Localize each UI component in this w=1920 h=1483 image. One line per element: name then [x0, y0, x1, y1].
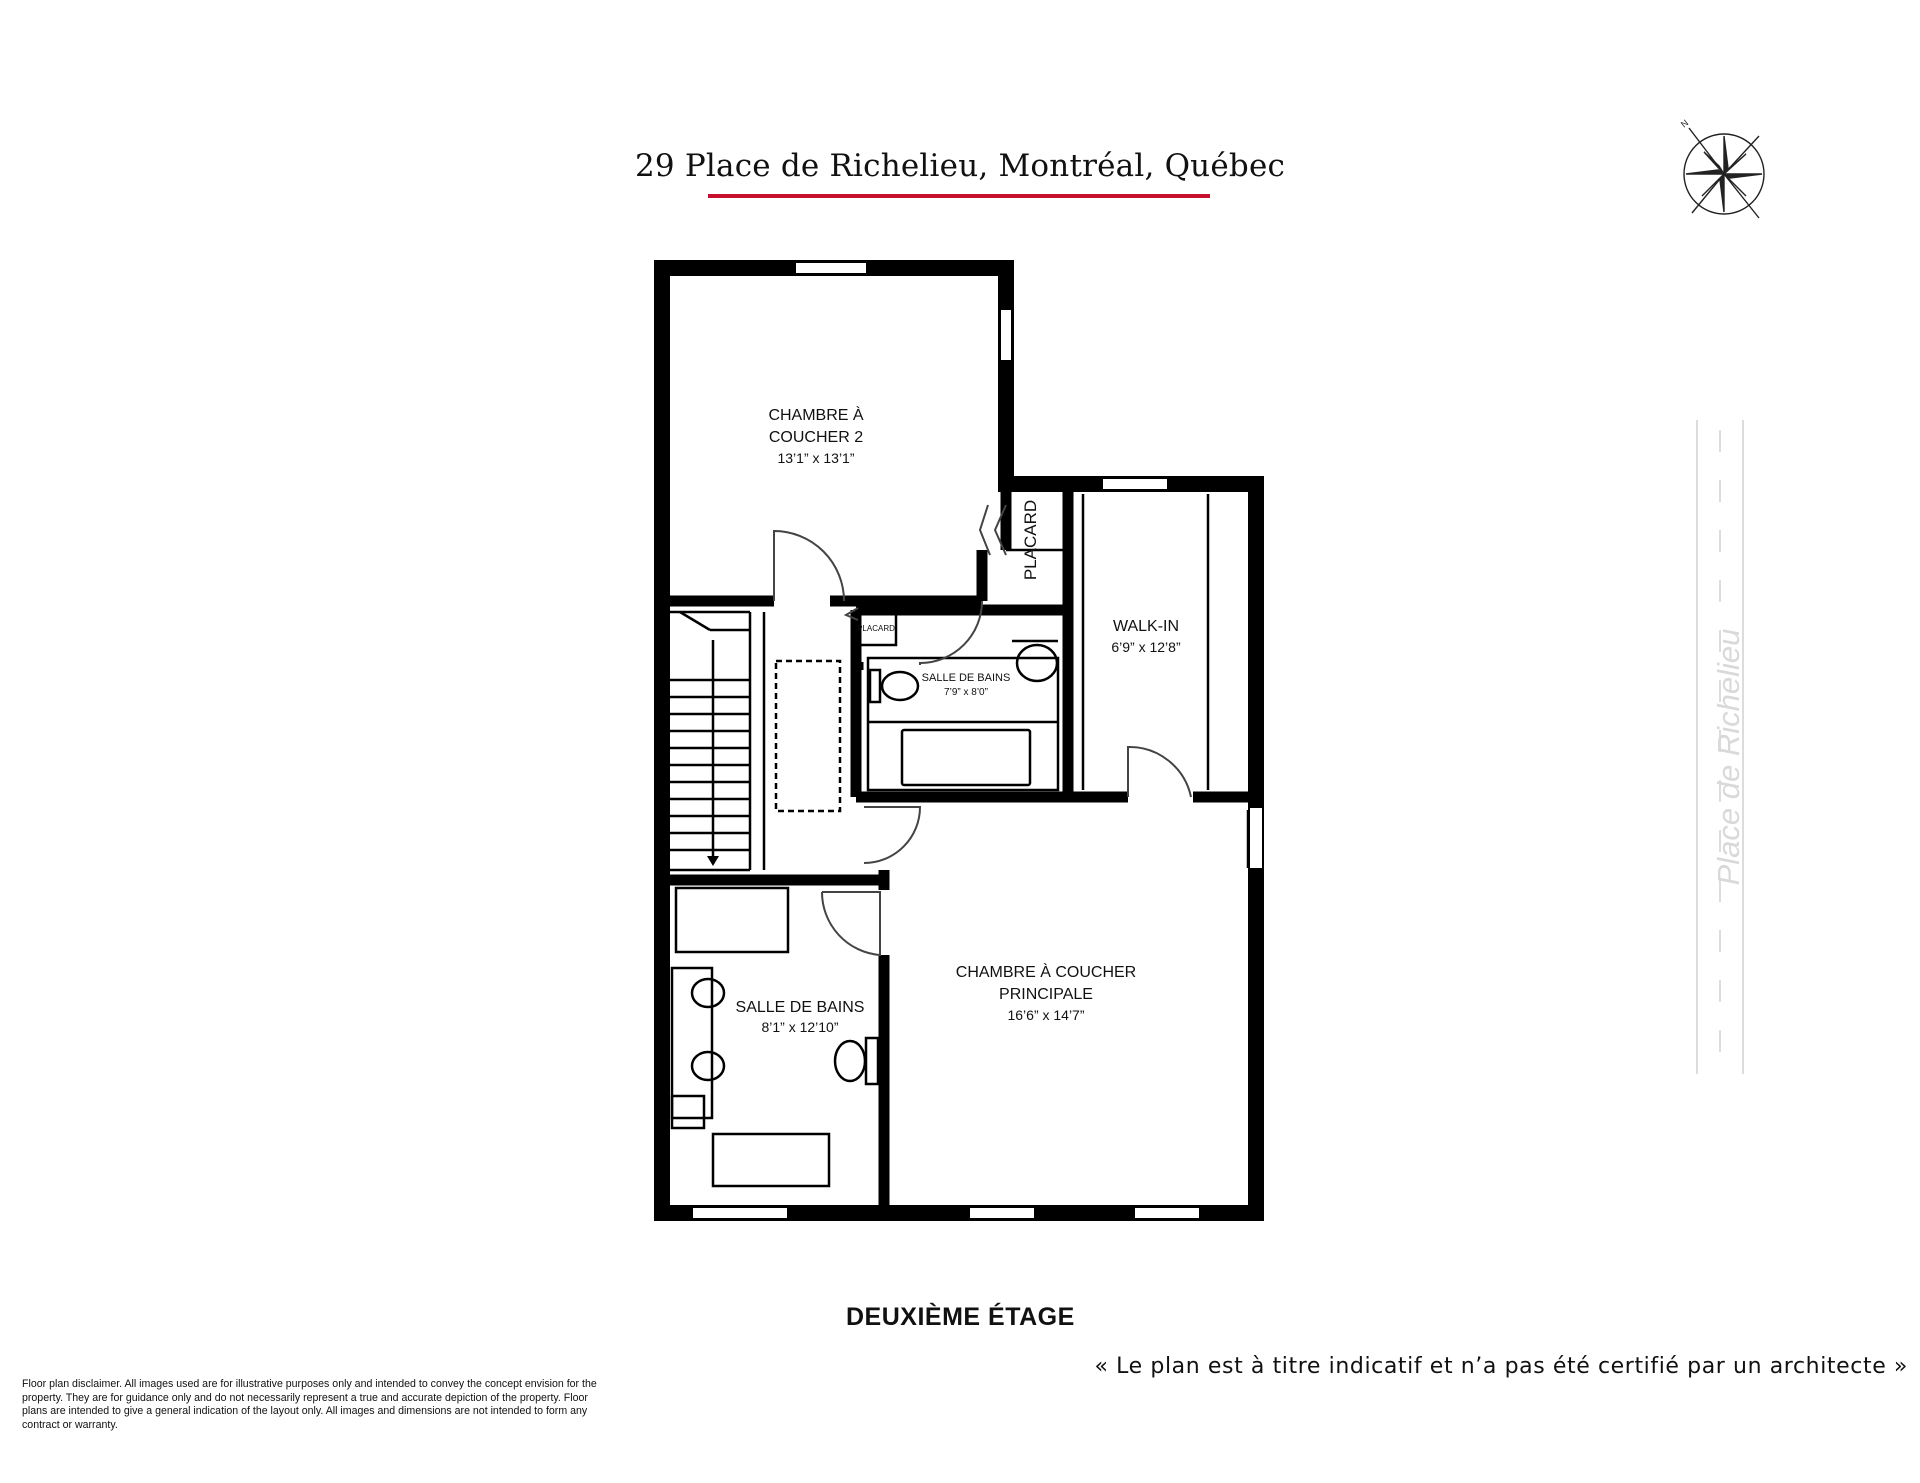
large-bath-name: SALLE DE BAINS — [735, 999, 865, 1016]
street-name: Place de Richelieu — [1711, 628, 1746, 886]
master-name-2: PRINCIPALE — [999, 986, 1093, 1003]
toilet-large-bath — [835, 1041, 865, 1081]
master-size: 16’6” x 14’7” — [1007, 1007, 1085, 1023]
bathtub-large — [713, 1134, 829, 1186]
closet-a-label: PLACARD — [1021, 499, 1040, 581]
walkin-size: 6’9” x 12’8” — [1111, 639, 1181, 655]
attic-hatch — [776, 661, 840, 811]
compass-rose-icon — [1664, 118, 1774, 228]
bedroom2-name-2: COUCHER 2 — [768, 429, 864, 446]
sink-small-bath — [1017, 645, 1057, 681]
french-disclaimer: « Le plan est à titre indicatif et n’a pas été certifié par un architecte » — [1094, 1354, 1908, 1379]
bathtub-small — [902, 730, 1030, 785]
bedroom2-name-1: CHAMBRE À — [768, 407, 864, 424]
sink-1 — [692, 979, 724, 1007]
sink-2 — [692, 1052, 724, 1080]
english-disclaimer: Floor plan disclaimer. All images used are for illustrative purposes only and intended to convey the concept envision for the property. They are for guidance only and do not necessarily represent a true and accurate depiction of the property. Floor plans are intended to give a general indication of the layout only. All images and dimensions are not intended to form any contract or warranty. — [22, 1378, 597, 1431]
large-bath-size: 8’1” x 12’10” — [761, 1019, 839, 1035]
compass-north: N — [1678, 118, 1691, 130]
small-bath-name: SALLE DE BAINS — [921, 672, 1011, 684]
windows — [692, 262, 1262, 1219]
floor-label: DEUXIÈME ÉTAGE — [846, 1303, 1075, 1331]
stair-arrow-icon — [707, 856, 719, 866]
walkin-name: WALK-IN — [1112, 618, 1180, 635]
closet-b-label: PLACARD — [857, 624, 895, 633]
small-bath-size: 7’9” x 8’0” — [944, 687, 988, 698]
bedroom2-size: 13’1” x 13’1” — [777, 450, 855, 466]
master-name-1: CHAMBRE À COUCHER — [955, 964, 1137, 981]
address-title: 29 Place de Richelieu, Montréal, Québec — [634, 148, 1286, 184]
shower — [676, 888, 788, 952]
staircase — [670, 612, 764, 870]
toilet-small-bath — [882, 672, 918, 700]
